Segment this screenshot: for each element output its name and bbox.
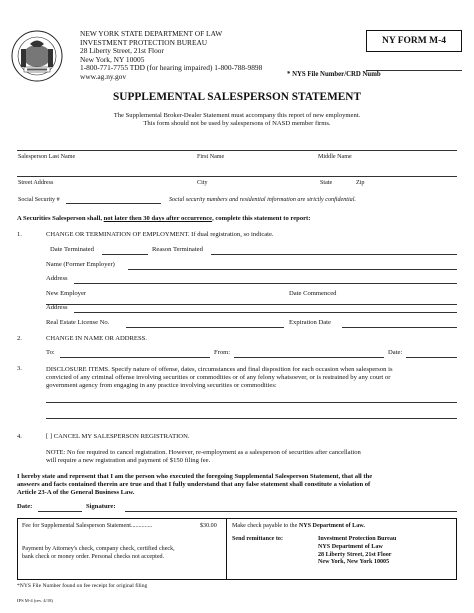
intro-line: The Supplemental Broker-Dealer Statement must accompany this report of new employment. — [113, 112, 361, 119]
ssn-field-line[interactable] — [66, 203, 161, 204]
fee-label: Fee for Supplemental Salesperson Statement.............. — [22, 523, 153, 529]
file-number-label: * NYS File Number/CRD Numb — [287, 71, 381, 78]
new-employer-field[interactable] — [46, 304, 457, 305]
remittance-address — [318, 536, 396, 567]
agency-line: www.ag.ny.gov — [80, 71, 127, 81]
middle-name-label: Middle Name — [318, 154, 352, 160]
ssn-label: Social Security # — [18, 197, 60, 203]
reason-terminated-label: Reason Terminated — [152, 246, 203, 253]
section-4-number: 4. — [17, 433, 22, 440]
privacy-note: Social security numbers and residential information are strictly confidential. — [169, 197, 356, 203]
agency-line: INVESTMENT PROTECTION BUREAU — [80, 37, 208, 47]
intro-line: This form should not be used by salespersons of NASD member firms. — [143, 120, 331, 128]
last-name-label: Salesperson Last Name — [18, 154, 76, 160]
payable-to-text: Make check payable to the NYS Department of Law. — [232, 523, 365, 529]
fee-amount: $30.00 — [200, 523, 217, 529]
name-field-line[interactable] — [17, 150, 457, 151]
remit-line: NYS Department of Law — [318, 543, 383, 550]
state-label: State — [320, 180, 333, 186]
certification-line: I hereby state and represent that I am the person who executed the foregoing Supplemental Salesperson Statement, that all the — [17, 473, 373, 480]
agency-line: 28 Liberty Street, 21st Floor — [80, 46, 164, 56]
page-title: SUPPLEMENTAL SALESPERSON STATEMENT — [113, 91, 361, 103]
note-line: will require a new registration and payment of $150 filing fee. — [46, 457, 211, 465]
expiration-date-label: Expiration Date — [289, 319, 331, 326]
city-label: City — [197, 180, 208, 186]
date-terminated-label: Date Terminated — [50, 246, 94, 253]
zip-label: Zip — [356, 180, 365, 186]
new-address-label: Address — [46, 304, 68, 311]
real-estate-license-label: Real Estate License No. — [46, 319, 110, 326]
first-name-label: First Name — [197, 154, 225, 160]
section-3-text — [46, 366, 458, 390]
former-address-label: Address — [46, 275, 68, 282]
to-field[interactable] — [60, 357, 210, 358]
section-3-number: 3. — [17, 365, 22, 372]
form-id-box — [366, 30, 462, 52]
nys-seal-logo — [10, 29, 64, 83]
disclosure-line: convicted of any criminal offense involving securities or commodities or of any felony whatsoever, or is restrained by any court or — [46, 374, 391, 382]
remit-line: New York, New York 10005 — [318, 559, 390, 566]
real-estate-license-field[interactable] — [126, 327, 284, 328]
form-id: NY FORM M-4 — [381, 36, 447, 46]
reason-terminated-field[interactable] — [211, 254, 457, 255]
send-remittance-label: Send remittance to: — [232, 536, 283, 542]
address-field-line[interactable] — [17, 176, 457, 177]
disclosure-field-line[interactable] — [46, 418, 457, 419]
new-address-field[interactable] — [74, 312, 457, 313]
date-commenced-label: Date Commenced — [289, 290, 337, 297]
cancel-registration-checkbox[interactable]: [ ] CANCEL MY SALESPERSON REGISTRATION. — [46, 433, 190, 440]
former-employer-field[interactable] — [128, 269, 457, 270]
section-2-number: 2. — [17, 335, 22, 342]
footnote: *NYS File Number found on fee receipt for original filing — [17, 583, 148, 589]
date-label: Date: — [388, 349, 403, 356]
section-2-heading: CHANGE IN NAME OR ADDRESS. — [46, 335, 147, 342]
certification-line: Article 23-A of the General Business Law. — [17, 489, 135, 497]
to-label: To: — [46, 349, 55, 356]
payment-line: bank check or money order. Personal checks not accepted. — [22, 554, 165, 561]
section-1-number: 1. — [17, 231, 22, 238]
signature-field[interactable] — [125, 511, 457, 512]
street-label: Street Address — [18, 180, 54, 186]
agency-header — [80, 30, 262, 82]
payment-methods — [22, 545, 175, 562]
agency-line: NEW YORK STATE DEPARTMENT OF LAW — [80, 29, 223, 38]
agency-line: New York, NY 10005 — [80, 54, 145, 64]
disclosure-field-line[interactable] — [46, 402, 457, 403]
remit-line: 28 Liberty Street, 21st Floor — [318, 551, 392, 558]
intro-text — [0, 112, 474, 129]
instruction-text: A Securities Salesperson shall, not later then 30 days after occurrence, complete this statement to report: — [17, 215, 311, 222]
disclosure-line: DISCLOSURE ITEMS. Specify nature of offense, dates, circumstances and final disposition for each occasion when salesperson is — [46, 366, 393, 373]
note-line: NOTE: No fee required to cancel registration. However, re-employment as a salesperson of securities after cancellation — [46, 449, 361, 456]
from-label: From: — [214, 349, 231, 356]
date-terminated-field[interactable] — [102, 254, 148, 255]
date-field[interactable] — [406, 357, 457, 358]
certification-text — [17, 473, 459, 497]
former-address-field[interactable] — [74, 283, 457, 284]
signature-label: Signature: — [86, 503, 116, 510]
expiration-date-field[interactable] — [342, 327, 457, 328]
agency-line: 1-800-771-7755 TDD (for hearing impaired) 1-800-788-9898 — [80, 63, 263, 73]
cancel-note — [46, 449, 458, 465]
form-code: IPS M-4 (rev. 4/18) — [17, 598, 53, 603]
payment-line: Payment by Attorney's check, company check, certified check, — [22, 546, 175, 552]
from-field[interactable] — [234, 357, 384, 358]
section-1-heading: CHANGE OR TERMINATION OF EMPLOYMENT. If dual registration, so indicate. — [46, 231, 274, 238]
box-divider — [226, 518, 227, 580]
remit-line: Investment Protection Bureau — [318, 536, 397, 542]
signature-date-label: Date: — [17, 503, 33, 510]
signature-date-field[interactable] — [38, 511, 82, 512]
new-employer-label: New Employer — [46, 290, 87, 297]
former-employer-label: Name (Former Employer) — [46, 261, 115, 268]
disclosure-line: government agency from engaging in any practice involving securities or commodities: — [46, 382, 277, 390]
certification-line: answers and facts contained therein are true and that I fully understand that any false statement shall constitute a violation of — [17, 481, 371, 489]
